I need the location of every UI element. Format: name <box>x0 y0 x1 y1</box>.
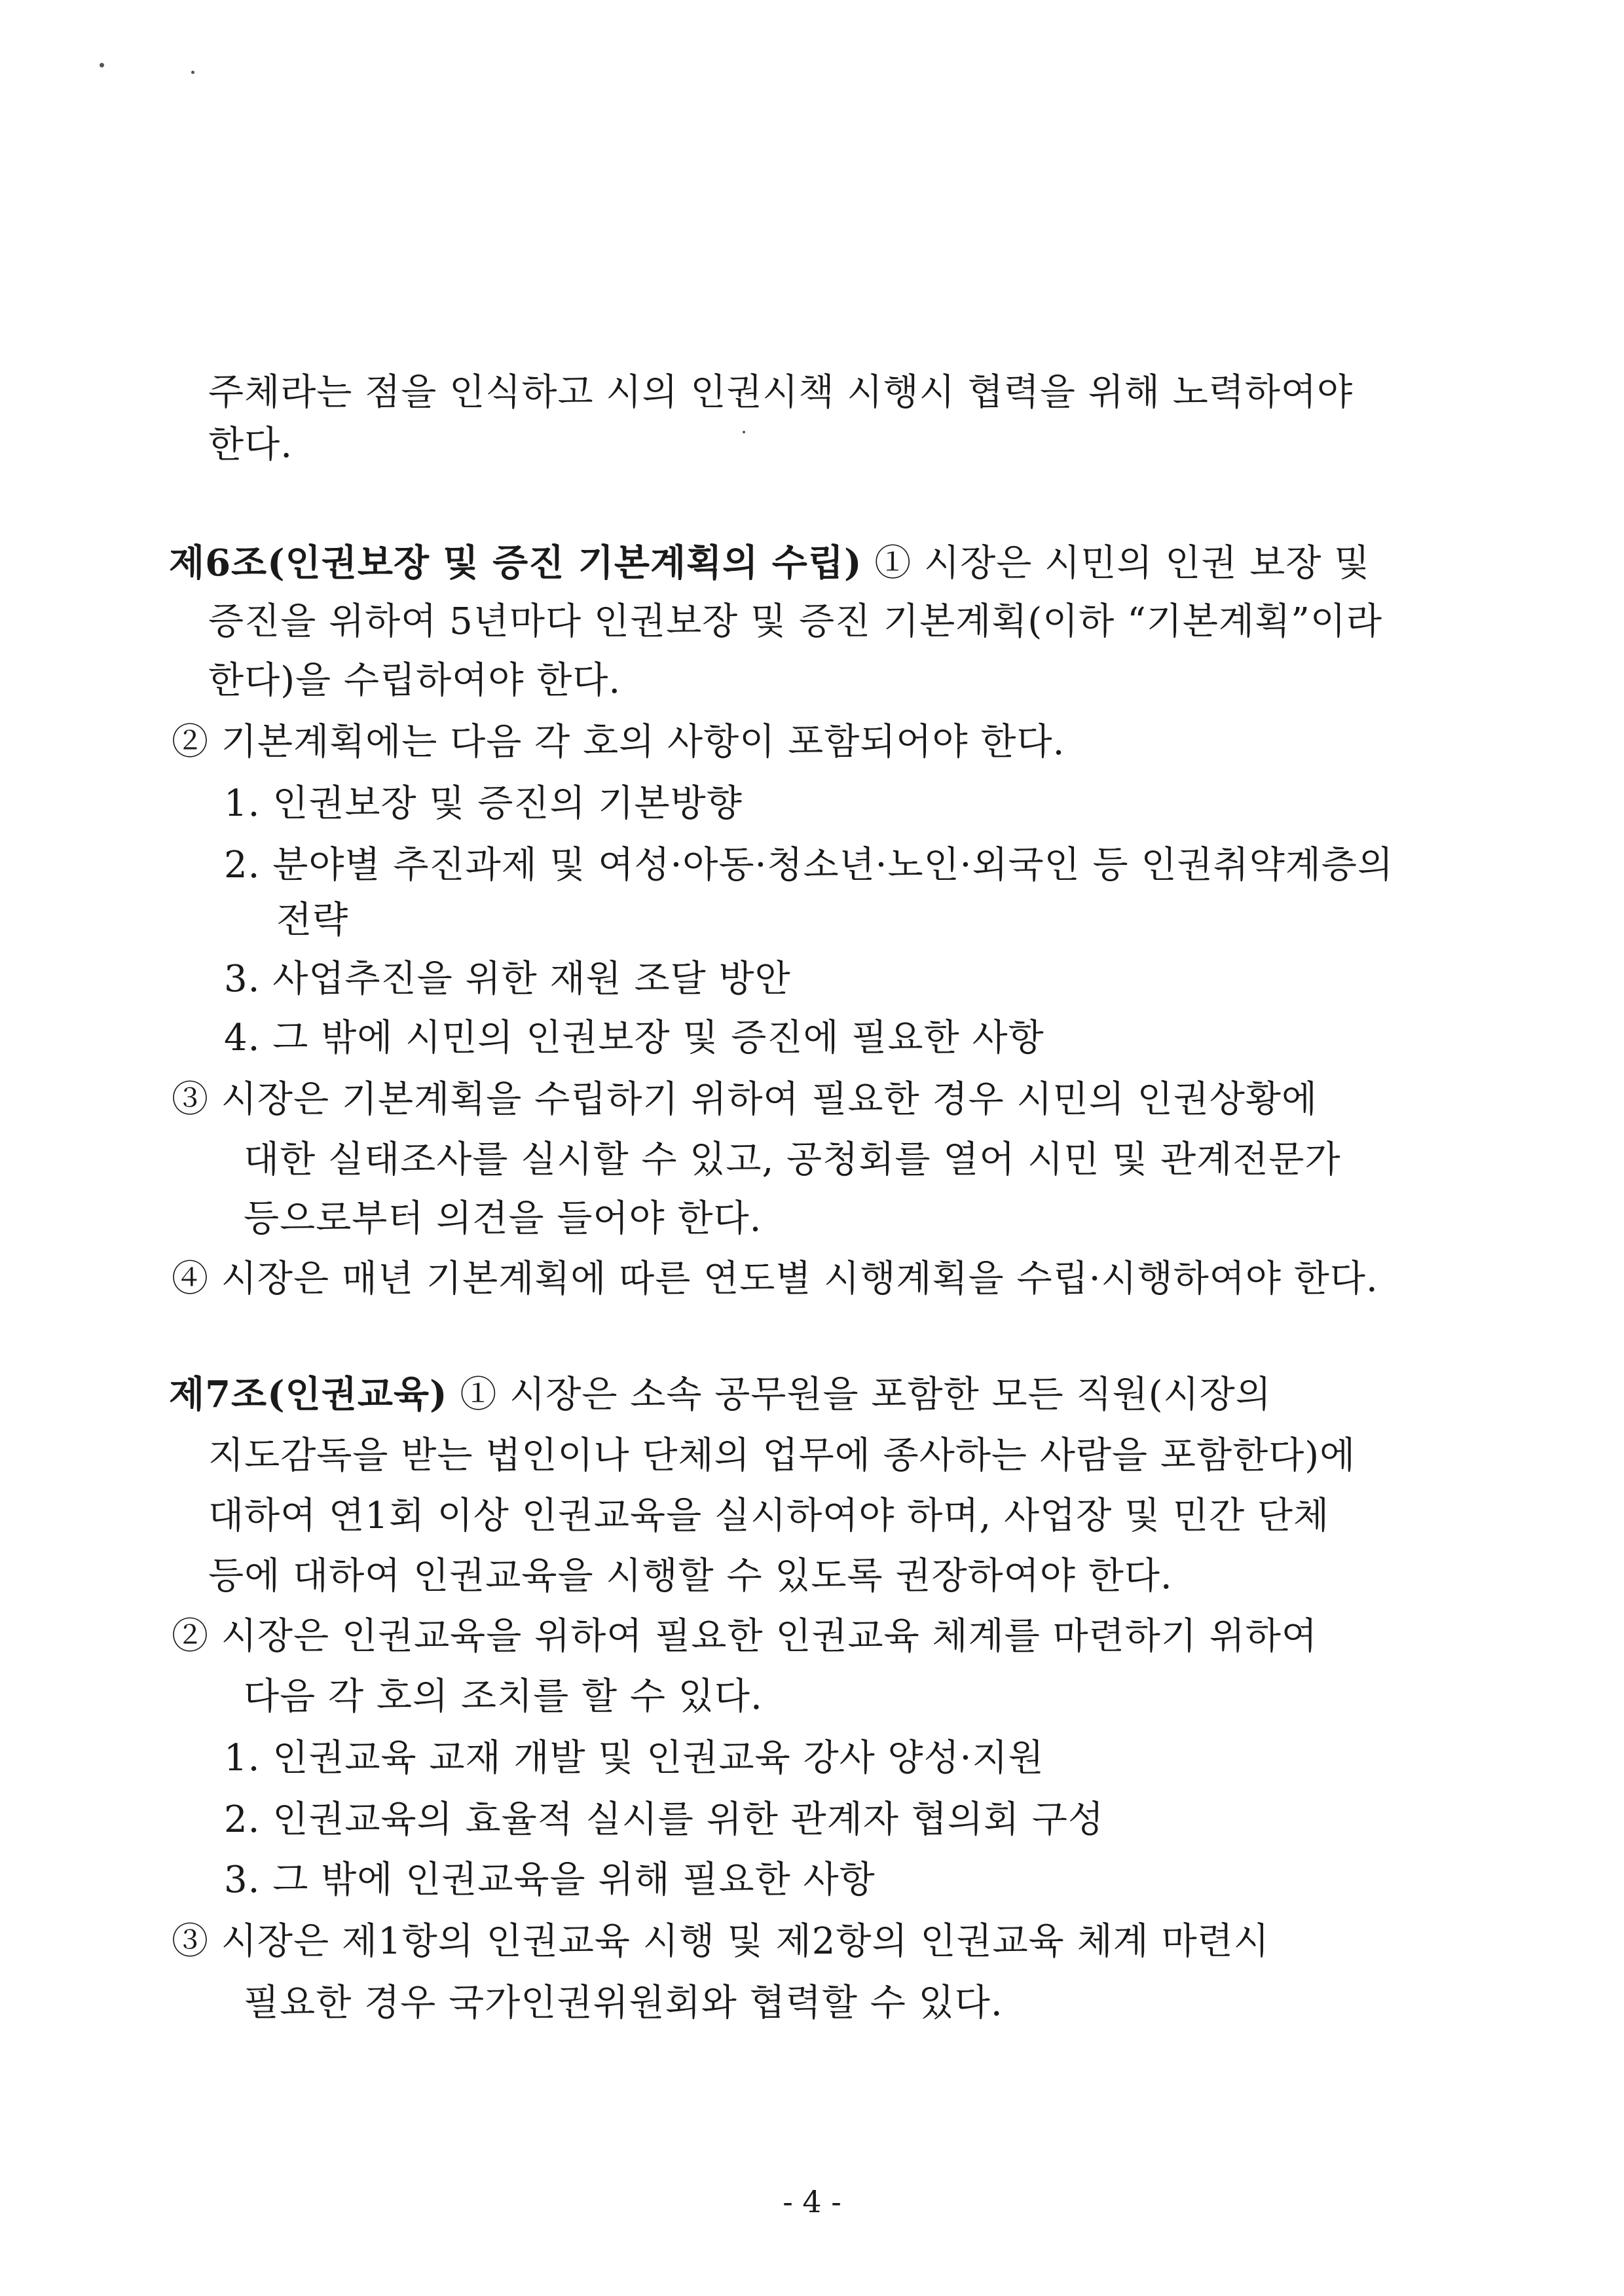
text-line: ② 시장은 인권교육을 위하여 필요한 인권교육 체계를 마련하기 위하여 <box>172 1615 1318 1658</box>
text-span: ① 시장은 시민의 인권 보장 및 <box>862 542 1371 585</box>
article-7-heading: 제7조(인권교육) <box>169 1373 448 1416</box>
text-line: 다음 각 호의 조치를 할 수 있다. <box>244 1675 763 1718</box>
scan-speck <box>743 431 745 433</box>
text-line: 지도감독을 받는 법인이나 단체의 업무에 종사하는 사람을 포함한다)에 <box>208 1434 1356 1477</box>
text-line: 주체라는 점을 인식하고 시의 인권시책 시행시 협력을 위해 노력하여야 <box>208 371 1354 414</box>
scan-speck <box>191 71 194 74</box>
text-line: 등에 대하여 인권교육을 시행할 수 있도록 권장하여야 한다. <box>208 1555 1173 1597</box>
list-item: 3. 사업추진을 위한 재원 조달 방안 <box>224 958 791 1000</box>
list-item: 1. 인권보장 및 증진의 기본방향 <box>224 782 743 825</box>
text-line: ③ 시장은 제1항의 인권교육 시행 및 제2항의 인권교육 체계 마련시 <box>172 1920 1270 1963</box>
scan-speck <box>100 63 104 67</box>
text-line: ③ 시장은 기본계획을 수립하기 위하여 필요한 경우 시민의 인권상황에 <box>172 1078 1318 1121</box>
text-span: ① 시장은 소속 공무원을 포함한 모든 직원(시장의 <box>447 1374 1272 1416</box>
page-number: - 4 - <box>783 2184 841 2219</box>
list-item: 1. 인권교육 교재 개발 및 인권교육 강사 양성·지원 <box>224 1737 1044 1779</box>
text-line: ② 기본계획에는 다음 각 호의 사항이 포함되어야 한다. <box>172 721 1065 763</box>
text-line: 대하여 연1회 이상 인권교육을 실시하여야 하며, 사업장 및 민간 단체 <box>208 1495 1330 1537</box>
text-line: 증진을 위하여 5년마다 인권보장 및 증진 기본계획(이하 “기본계획”이라 <box>208 600 1383 643</box>
text-line: 한다. <box>208 424 293 466</box>
text-line: 등으로부터 의견을 들어야 한다. <box>244 1197 762 1240</box>
list-item: 3. 그 밖에 인권교육을 위해 필요한 사항 <box>224 1859 876 1901</box>
list-item: 4. 그 밖에 시민의 인권보장 및 증진에 필요한 사항 <box>224 1017 1044 1059</box>
article-7-first-line <box>169 1368 1272 1421</box>
text-line: 한다)을 수립하여야 한다. <box>208 659 621 702</box>
text-line: 필요한 경우 국가인권위원회와 협력할 수 있다. <box>244 1982 1003 2024</box>
article-6-heading: 제6조(인권보장 및 증진 기본계획의 수립) <box>169 541 862 585</box>
text-line: 대한 실태조사를 실시할 수 있고, 공청회를 열어 시민 및 관계전문가 <box>244 1139 1341 1181</box>
article-6-first-line <box>169 537 1370 590</box>
text-line: 전략 <box>276 899 349 941</box>
text-line: ④ 시장은 매년 기본계획에 따른 연도별 시행계획을 수립·시행하여야 한다. <box>172 1258 1378 1300</box>
list-item: 2. 인권교육의 효율적 실시를 위한 관계자 협의회 구성 <box>224 1798 1105 1841</box>
list-item: 2. 분야별 추진과제 및 여성·아동·청소년·노인·외국인 등 인권취약계층의 <box>224 844 1394 886</box>
